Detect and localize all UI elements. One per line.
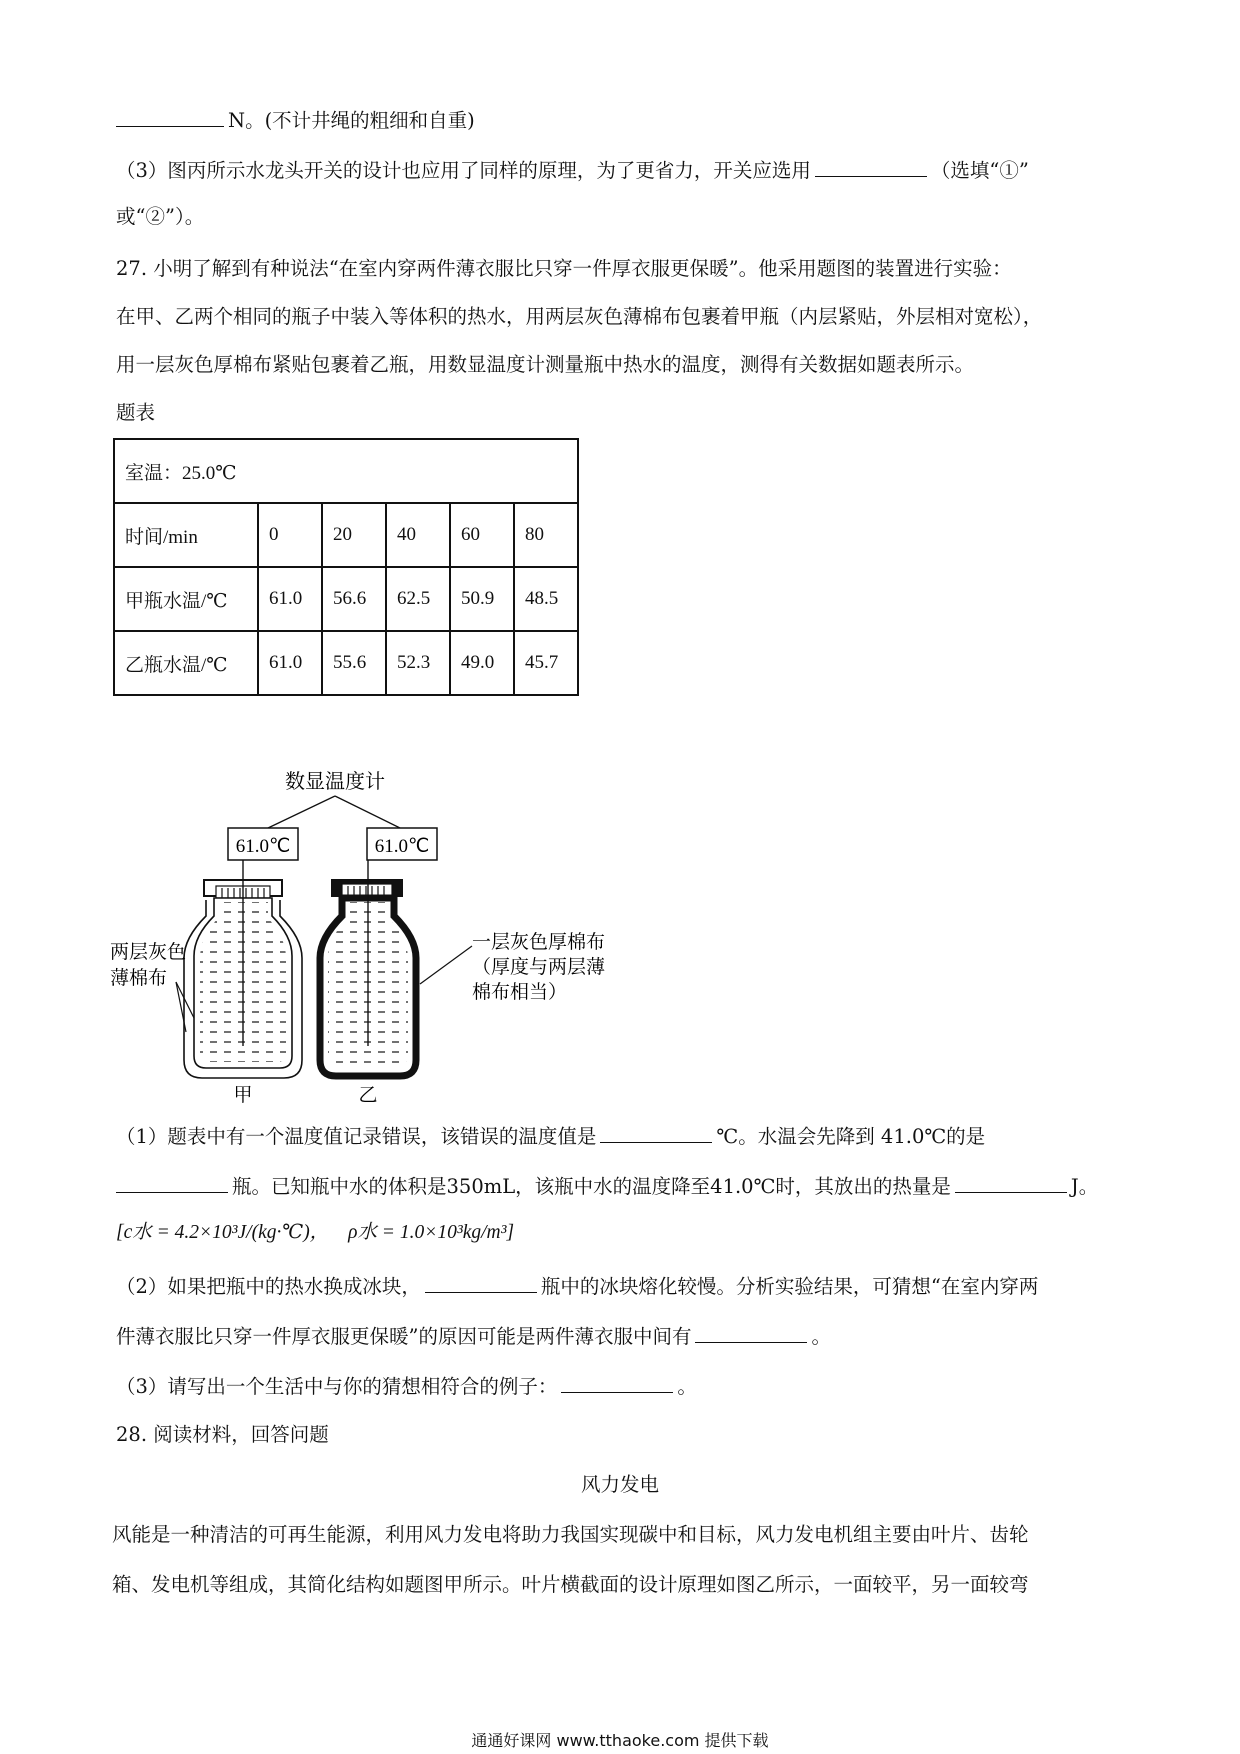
table-cell: 49.0 xyxy=(450,631,514,695)
table-row xyxy=(114,567,578,631)
question-text: （3）请写出一个生活中与你的猜想相符合的例子： xyxy=(116,1375,558,1398)
answer-blank xyxy=(425,1272,537,1293)
left-cloth-label-line-1: 两层灰色 xyxy=(110,941,187,963)
specific-heat-formula: [c水 = 4.2×10³J/(kg·℃)， xyxy=(116,1222,330,1243)
reading-paragraph-line-2: 箱、发电机等组成，其简化结构如题图甲所示。叶片横截面的设计原理如图乙所示，一面较平，另一面较弯 xyxy=(112,1573,1029,1596)
thermometer-label: 数显温度计 xyxy=(285,769,385,793)
table-cell: 40 xyxy=(386,503,450,567)
reading-title: 风力发电 xyxy=(580,1473,659,1496)
table-row xyxy=(114,439,578,503)
answer-blank xyxy=(955,1172,1067,1193)
question-27-line-3: 用一层灰色厚棉布紧贴包裹着乙瓶，用数显温度计测量瓶中热水的温度，测得有关数据如题表所示。 xyxy=(116,353,975,376)
right-display-reading: 61.0℃ xyxy=(374,836,430,857)
table-caption: 题表 xyxy=(116,401,156,424)
question-27-sub-2-line-2 xyxy=(116,1322,1132,1350)
question-3-suffix: （选填“①” xyxy=(930,159,1029,182)
temperature-table xyxy=(113,438,579,696)
left-display-reading: 61.0℃ xyxy=(235,836,291,857)
table-cell: 60 xyxy=(450,503,514,567)
continuation-line xyxy=(116,106,1132,134)
bottle-jia xyxy=(184,860,302,1078)
question-28-line-1: 28. 阅读材料，回答问题 xyxy=(116,1423,329,1446)
table-row xyxy=(114,503,578,567)
table-cell: 55.6 xyxy=(322,631,386,695)
question-text: 瓶中的冰块熔化较慢。分析实验结果，可猜想“在室内穿两 xyxy=(540,1275,1039,1298)
question-3-prefix: （3）图丙所示水龙头开关的设计也应用了同样的原理，为了更省力，开关应选用 xyxy=(116,159,811,182)
bottle-yi xyxy=(320,860,416,1076)
table-cell: 52.3 xyxy=(386,631,450,695)
left-cloth-label-line-2: 薄棉布 xyxy=(110,967,168,989)
table-row xyxy=(114,631,578,695)
table-header-cell: 乙瓶水温/℃ xyxy=(114,631,258,695)
table-cell: 80 xyxy=(514,503,578,567)
table-header-cell: 时间/min xyxy=(114,503,258,567)
question-text: 瓶。已知瓶中水的体积是350mL，该瓶中水的温度降至41.0℃时，其放出的热量是 xyxy=(232,1175,951,1198)
bottle-experiment-figure xyxy=(110,756,670,1106)
continuation-text: N。(不计井绳的粗细和自重) xyxy=(228,109,475,132)
question-27-sub-1-line-2 xyxy=(116,1172,1132,1200)
question-text: J。 xyxy=(1070,1175,1099,1198)
question-text: （1）题表中有一个温度值记录错误，该错误的温度值是 xyxy=(116,1125,597,1148)
question-text: 。 xyxy=(811,1325,831,1348)
question-text: （2）如果把瓶中的热水换成冰块， xyxy=(116,1275,421,1298)
table-cell: 61.0 xyxy=(258,567,322,631)
answer-blank xyxy=(116,1172,228,1193)
question-text: 件薄衣服比只穿一件厚衣服更保暖”的原因可能是两件薄衣服中间有 xyxy=(116,1325,692,1348)
footer-watermark: 通通好课网 www.tthaoke.com 提供下载 xyxy=(471,1731,769,1750)
table-cell: 48.5 xyxy=(514,567,578,631)
question-27-sub-1-line-1 xyxy=(116,1122,1132,1150)
question-text: ℃。水温会先降到 41.0℃的是 xyxy=(716,1125,986,1148)
question-27-sub-3 xyxy=(116,1372,1132,1400)
reading-paragraph-line-1: 风能是一种清洁的可再生能源，利用风力发电将助力我国实现碳中和目标，风力发电机组主要由叶片、齿轮 xyxy=(112,1523,1029,1546)
answer-blank xyxy=(695,1322,807,1343)
table-cell: 45.7 xyxy=(514,631,578,695)
answer-blank xyxy=(600,1122,712,1143)
bottle-yi-label: 乙 xyxy=(358,1084,378,1106)
right-cloth-label-line-2: （厚度与两层薄 xyxy=(472,956,606,978)
answer-blank xyxy=(815,156,927,177)
answer-blank xyxy=(561,1372,673,1393)
table-cell: 62.5 xyxy=(386,567,450,631)
table-cell: 56.6 xyxy=(322,567,386,631)
room-temp-cell: 室温：25.0℃ xyxy=(114,439,578,503)
constants-formula xyxy=(116,1220,1132,1246)
bottle-jia-label: 甲 xyxy=(233,1084,253,1106)
table-cell: 61.0 xyxy=(258,631,322,695)
question-27-line-1: 27. 小明了解到有种说法“在室内穿两件薄衣服比只穿一件厚衣服更保暖”。他采用题图的装置进行实验： xyxy=(116,257,1012,280)
question-27-sub-2-line-1 xyxy=(116,1272,1132,1300)
right-cloth-label-line-3: 棉布相当） xyxy=(472,981,568,1003)
question-27-line-2: 在甲、乙两个相同的瓶子中装入等体积的热水，用两层灰色薄棉布包裹着甲瓶（内层紧贴，外层相对宽松）， xyxy=(116,305,1043,328)
table-header-cell: 甲瓶水温/℃ xyxy=(114,567,258,631)
question-text: 。 xyxy=(677,1375,697,1398)
density-formula: ρ水 = 1.0×10³kg/m³] xyxy=(348,1222,515,1243)
table-cell: 20 xyxy=(322,503,386,567)
table-cell: 50.9 xyxy=(450,567,514,631)
answer-blank xyxy=(116,106,224,127)
table-cell: 0 xyxy=(258,503,322,567)
question-3-line-2: 或“②”）。 xyxy=(116,205,205,228)
question-3-line xyxy=(116,156,1132,184)
right-cloth-label-line-1: 一层灰色厚棉布 xyxy=(472,931,606,953)
